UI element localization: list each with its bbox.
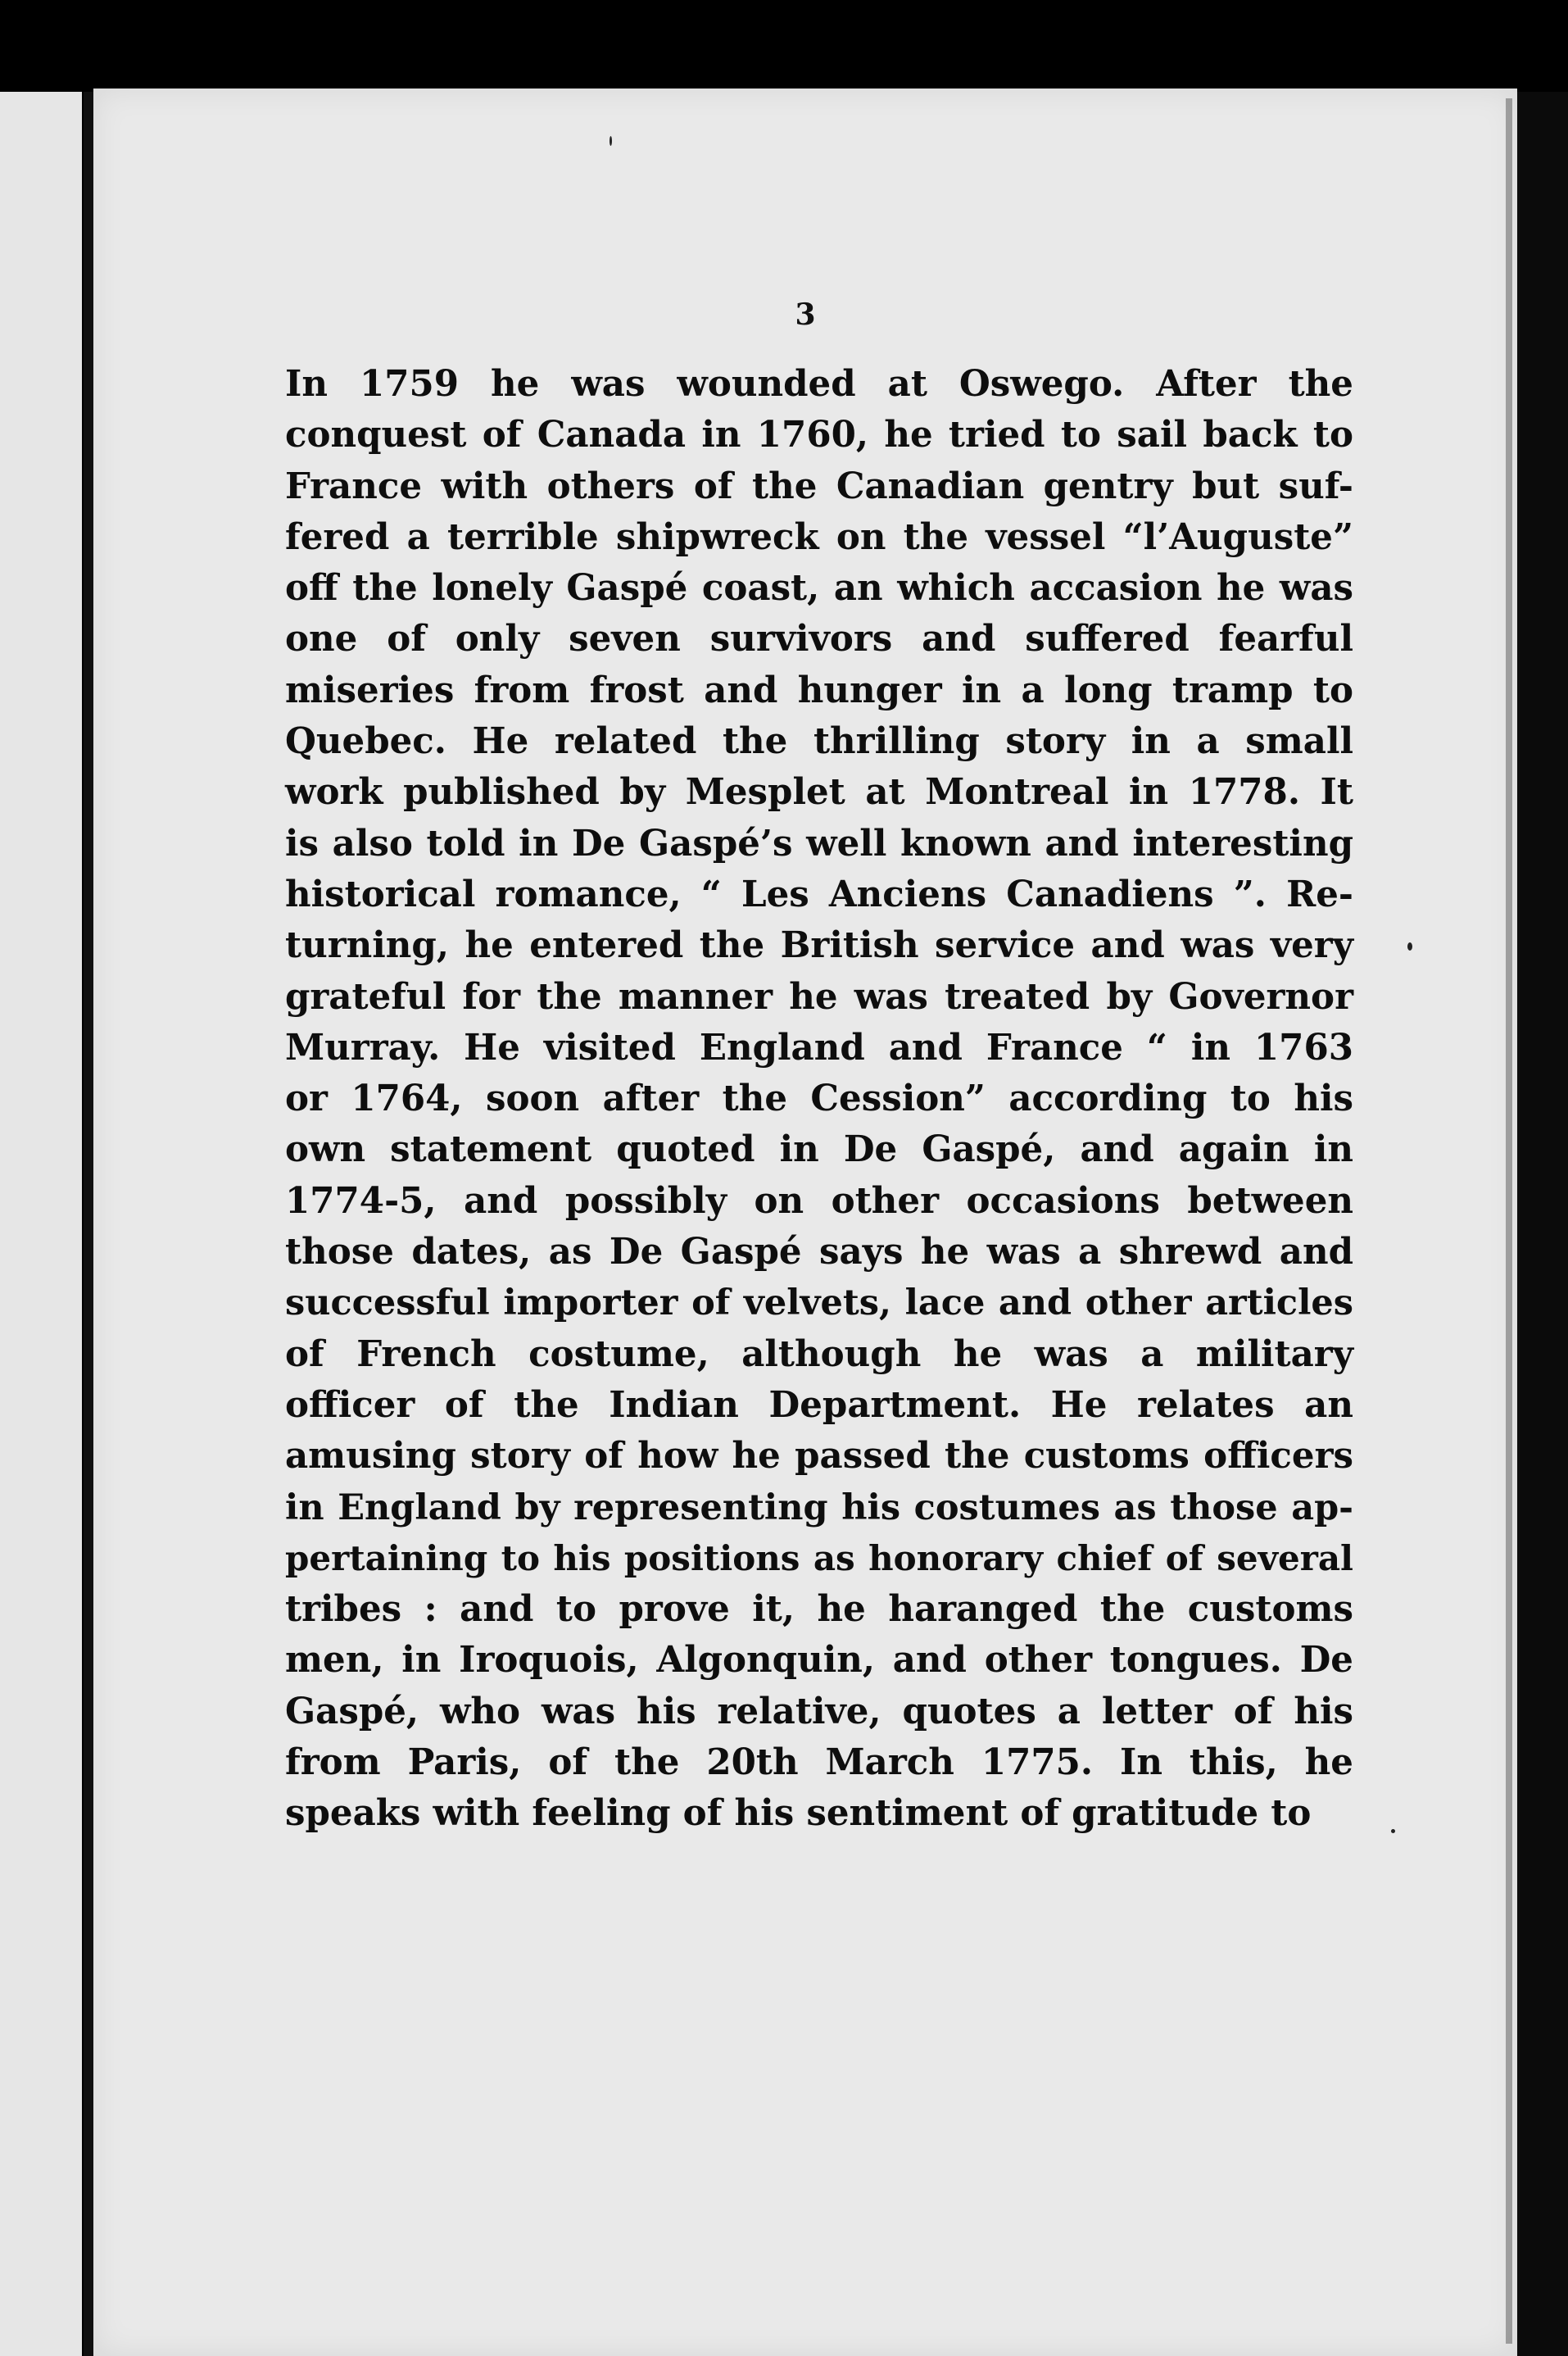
text-line: conquest of Canada in 1760, he tried to sail back to (285, 414, 1353, 456)
text-line: Quebec. He related the thrilling story in a small (285, 720, 1353, 763)
text-line: those dates, as De Gaspé says he was a shrewd and (285, 1231, 1353, 1273)
text-line: successful importer of velvets, lace and other articles (285, 1282, 1353, 1324)
text-line: fered a terrible shipwreck on the vessel “l’Auguste” (285, 515, 1353, 558)
text-line: from Paris, of the 20th March 1775. In this, he (285, 1741, 1353, 1784)
text-line: in England by representing his costumes as those ap- (285, 1487, 1353, 1528)
text-line: one of only seven survivors and suffered fearful (285, 618, 1353, 660)
text-line: pertaining to his positions as honorary chief of several (285, 1537, 1353, 1578)
text-line: tribes : and to prove it, he haranged the customs (285, 1588, 1353, 1631)
text-line: Gaspé, who was his relative, quotes a letter of his (285, 1690, 1353, 1732)
text-line: or 1764, soon after the Cession” according to his (285, 1078, 1353, 1120)
body-paragraph (285, 359, 1353, 1840)
text-line: miseries from frost and hunger in a long tramp to (285, 669, 1353, 711)
scan-speck (610, 136, 612, 146)
scan-speck (1391, 1829, 1395, 1833)
page-number: 3 (795, 297, 816, 332)
scan-speck (1407, 942, 1412, 951)
text-line: officer of the Indian Department. He relates an (285, 1383, 1353, 1426)
text-line: historical romance, “ Les Anciens Canadiens ”. Re- (285, 873, 1353, 915)
book-spine-shadow (84, 92, 93, 2356)
page-edge-shadow (1506, 98, 1512, 2344)
text-line: men, in Iroquois, Algonquin, and other tongues. De (285, 1639, 1353, 1682)
text-line: amusing story of how he passed the customs officers (285, 1435, 1353, 1478)
text-line: of French costume, although he was a military (285, 1332, 1353, 1375)
text-line: Murray. He visited England and France “ in 1763 (285, 1026, 1353, 1069)
text-line: 1774-5, and possibly on other occasions between (285, 1179, 1353, 1222)
text-line: work published by Mesplet at Montreal in 1778. It (285, 771, 1353, 814)
text-line: turning, he entered the British service and was very (285, 924, 1353, 967)
book-page (93, 89, 1517, 2356)
text-line: In 1759 he was wounded at Oswego. After the (285, 363, 1353, 405)
right-page-border (1517, 92, 1568, 2356)
text-line: grateful for the manner he was treated by Governor (285, 975, 1353, 1018)
text-line: off the lonely Gaspé coast, an which accasion he was (285, 567, 1353, 610)
text-line: France with others of the Canadian gentry but suf- (285, 465, 1353, 507)
text-line: speaks with feeling of his sentiment of gratitude to (285, 1792, 1312, 1835)
text-line: is also told in De Gaspé’s well known and interesting (285, 822, 1353, 865)
facing-page-edge (0, 92, 82, 2356)
text-line: own statement quoted in De Gaspé, and again in (285, 1128, 1353, 1171)
